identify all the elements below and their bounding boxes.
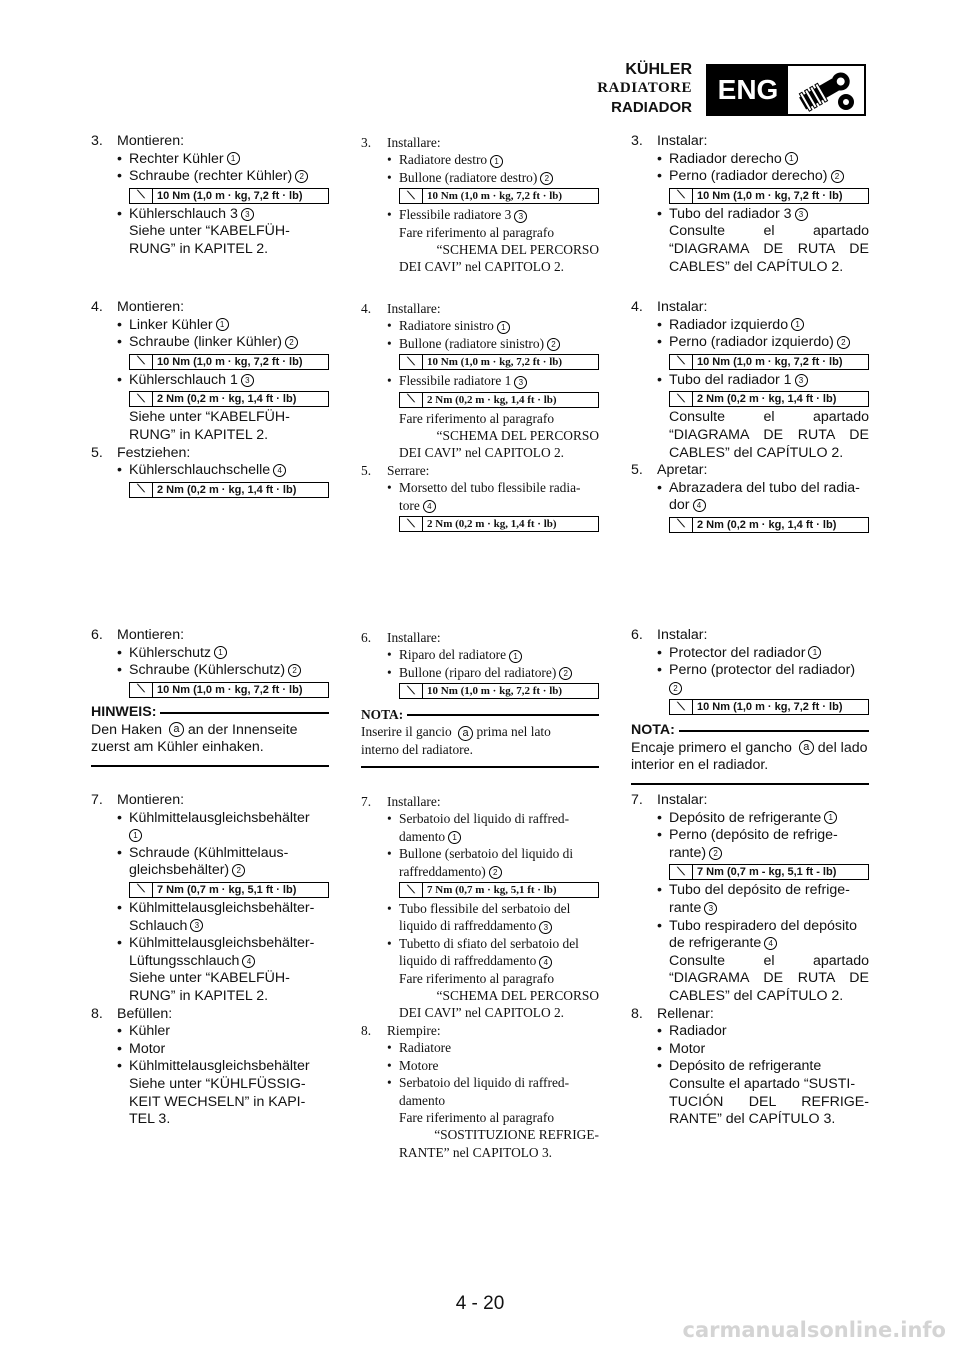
reference-text: Fare riferimento al paragrafo [399,224,555,240]
list-item-cont: damento [399,828,446,844]
list-item: Radiador izquierdo [669,316,789,333]
torque-spec [669,517,869,533]
step-heading: Montieren: [117,133,185,149]
torque-value: 10 Nm (1,0 m · kg, 7,2 ft · lb) [697,355,843,368]
reference-text: “DIAGRAMA DE RUTA DE [669,970,869,987]
list-item-cont: raffreddamento) [399,863,486,879]
callout-1-icon: 1 [497,321,510,334]
es-step-7: 7. Instalar: • Depósito de refrigerante 1 • Perno (depósito de refrige- rante) 2 ⟍ 7 Nm (0,7 m - kg, 5,1 ft - lb) • Tubo del depósito de refrige- rante 3 • Tubo respiradero del depósito de refrigerante 4 Consulte el apartado “DIAGRAMA DE RUTA DE CABLES” del CAPÍTULO 2. 8. Rellenar: • Radiador • Motor • Depósito de refrigerante Consulte el apartado “SUSTI- TUCIÓN DEL REFRIGE- RANTE” del CAPÍTULO 3. [631,792,869,1128]
callout-1-icon: 1 [129,829,142,842]
callout-1-icon: 1 [448,831,461,844]
reference-text: RUNG” in KAPITEL 2. [129,987,269,1004]
list-item: Kühlerschlauch 3 [129,205,238,222]
callout-3-icon: 3 [190,919,203,932]
torque-value: 10 Nm (1,0 m · kg, 7,2 ft · lb) [427,685,563,698]
callout-2-icon: 2 [232,864,245,877]
torque-value: 10 Nm (1,0 m · kg, 7,2 ft · lb) [427,356,563,369]
list-item: Flessibile radiatore 1 [399,373,512,389]
callout-1-icon: 1 [785,152,798,165]
list-item: Kühlmittelausgleichsbehälter [129,1058,310,1075]
note-text: Den Haken [91,721,162,738]
list-item: Radiatore destro [399,152,488,168]
list-item: Depósito de refrigerante [669,1058,822,1075]
step-heading: Installare: [387,301,441,316]
list-item: Kühlmittelausgleichsbehälter- [129,899,315,916]
step-heading: Montieren: [117,627,185,643]
list-item: Perno (radiador derecho) [669,168,828,185]
it-step-3: 3. Installare: • Radiatore destro 1 • Bullone (radiatore destro) 2 ⟍ 10 Nm (1,0 m · kg, 7,2 ft · lb) • Flessibile radiatore 3 3 Fare riferimento al paragrafo “SCHEMA DEL PERCORSO DEI CAVI” nel CAPITOLO 2. [361,135,599,275]
callout-2-icon: 2 [547,338,560,351]
step-heading: Instalar: [657,627,708,643]
list-item: Kühlmittelausgleichsbehälter [129,809,310,826]
note-label: NOTA: [631,722,675,738]
step-number: 8. [91,1005,103,1022]
step-number: 6. [361,630,372,645]
step-heading: Instalar: [657,133,708,149]
torque-value: 7 Nm (0,7 m - kg, 5,1 ft - lb) [697,866,837,879]
reference-text: DEI CAVI” nel CAPITOLO 2. [399,259,565,275]
chapter-badge [706,64,866,116]
es-step-4: 4. Instalar: • Radiador izquierdo 1 • Perno (radiador izquierdo) 2 ⟍ 10 Nm (1,0 m · kg, 7,2 ft · lb) • Tubo del radiador 1 3 ⟍ 2 Nm (0,2 m · kg, 1,4 ft · lb) Consulte el apartado “DIAGRAMA DE RUTA DE CABLES” del CAPÍTULO 2. 5. Apretar: • Abrazadera del tubo del radia- dor 4 ⟍ 2 Nm (0,2 m · kg, 1,4 ft · lb) [631,299,869,531]
list-item: Radiador [669,1023,727,1040]
callout-4-icon: 4 [764,937,777,950]
list-item-cont: tore [399,497,420,513]
torque-value: 10 Nm (1,0 m · kg, 7,2 ft · lb) [697,701,843,714]
reference-text: RANTE” del CAPÍTULO 3. [669,1111,836,1128]
callout-2-icon: 2 [285,336,298,349]
list-item-cont: Lüftungsschlauch [129,952,240,969]
section-title-de: KÜHLER [625,61,692,78]
reference-text: Consulte el apartado [669,952,869,969]
callout-3-icon: 3 [514,376,527,389]
it-note [361,706,599,768]
reference-text: CABLES” del CAPÍTULO 2. [669,444,844,461]
list-item: Kühlerschlauch 1 [129,371,238,388]
section-title-es: RADIADOR [611,99,692,116]
list-item: Serbatoio del liquido di raffred- [399,811,570,827]
de-step-7: 7. Montieren: • Kühlmittelausgleichsbehälter 1 • Schraude (Kühlmittelaus- gleichsbehälter) 2 ⟍ 7 Nm (0,7 m · kg, 5,1 ft · lb) • Kühlmittelausgleichsbehälter- Schlauch 3 • Kühlmittelausgleichsbehälter- Lüftungsschlauch 4 Siehe unter “KABELFÜH- RUNG” in KAPITEL 2. 8. Befüllen: • Kühler • Motor • Kühlmittelausgleichsbehälter Siehe unter “KÜHLFÜSSIG- KEIT WECHSELN” in KAPI- TEL 3. [91,792,329,1129]
callout-2-icon: 2 [288,664,301,677]
note-text: interno del radiatore. [361,741,473,757]
step-heading: Riempire: [387,1022,441,1038]
step-number: 4. [361,301,372,316]
torque-value: 10 Nm (1,0 m · kg, 7,2 ft · lb) [427,190,563,203]
es-step-6: 6. Instalar: • Protector del radiador 1 • Perno (protector del radiador) 2 ⟍ 10 Nm (1,0 m · kg, 7,2 ft · lb) [631,627,869,717]
list-item: Radiatore sinistro [399,318,494,334]
step-heading: Montieren: [117,792,185,808]
reference-text: TUCIÓN DEL REFRIGE- [669,1093,869,1110]
torque-wrench-icon: ⟍ [400,883,423,897]
step-number: 4. [631,299,643,315]
reference-text: KEIT WECHSELN” in KAPI- [129,1093,306,1110]
torque-spec [129,354,329,370]
torque-wrench-icon: ⟍ [670,865,693,879]
list-item: Radiatore [399,1040,452,1056]
list-item: Serbatoio del liquido di raffred- [399,1075,570,1091]
list-item-cont: gleichsbehälter) [129,862,230,879]
torque-value: 2 Nm (0,2 m · kg, 1,4 ft · lb) [427,393,557,406]
torque-wrench-icon: ⟍ [670,189,693,203]
section-title-it: RADIATORE [597,80,692,96]
torque-value: 10 Nm (1,0 m · kg, 7,2 ft · lb) [697,189,843,202]
list-item: Bullone (radiatore sinistro) [399,335,545,351]
list-item: Riparo del radiatore [399,647,507,663]
list-item: Perno (radiador izquierdo) [669,334,834,351]
reference-text: “SCHEMA DEL PERCORSO [436,428,599,444]
torque-wrench-icon: ⟍ [400,355,423,369]
callout-1-icon: 1 [490,155,503,168]
callout-4-icon: 4 [539,956,552,969]
step-number: 4. [91,299,103,315]
list-item-cont: de refrigerante [669,935,762,952]
list-item-cont: dor [669,497,690,514]
torque-spec [129,482,329,498]
reference-text: Siehe unter “KABELFÜH- [129,223,290,240]
list-item: Tubo del radiador 3 [669,205,792,222]
step-heading: Apretar: [657,462,708,479]
torque-spec [399,188,599,204]
list-item: Schraube (Kühlerschutz) [129,662,286,679]
list-item: Tubetto di sfiato del serbatoio del [399,935,579,951]
list-item: Motore [399,1057,439,1073]
step-number: 3. [631,133,643,149]
it-step-7: 7. Installare: • Serbatoio del liquido di raffred- damento 1 • Bullone (serbatoio del liquido di raffreddamento) 2 ⟍ 7 Nm (0,7 m · kg, 5,1 ft · lb) • Tubo flessibile del serbatoio del liquido di raffreddamento 3 • Tubetto di sfiato del serbatoio del liquido di raffreddamento 4 Fare riferimento al paragrafo “SCHEMA DEL PERCORSO DEI CAVI” nel CAPITOLO 2. 8. Riempire: • Radiatore • Motore • Serbatoio del liquido di raffred- damento Fare riferimento al paragrafo “SOSTITUZIONE REFRIGE- RANTE” nel CAPITOLO 3. [361,794,599,1160]
list-item: Bullone (riparo del radiatore) [399,664,557,680]
torque-spec [669,699,869,715]
list-item-cont: rante [669,899,702,916]
list-item: Tubo flessibile del serbatoio del [399,901,571,917]
torque-wrench-icon: ⟍ [670,392,693,406]
reference-text: “DIAGRAMA DE RUTA DE [669,426,869,443]
list-item: Flessibile radiatore 3 [399,207,512,223]
step-heading: Installare: [387,630,441,645]
step-heading: Instalar: [657,299,708,315]
reference-text: CABLES” del CAPÍTULO 2. [669,258,844,275]
torque-wrench-icon: ⟍ [400,393,423,407]
torque-spec [669,391,869,407]
torque-spec [399,683,599,699]
note-text: interior en el radiador. [631,757,769,774]
torque-spec [129,882,329,898]
list-item-cont: Schlauch [129,917,188,934]
reference-text: Consulte el apartado [669,223,869,240]
step-number: 5. [631,462,643,479]
list-item: Depósito de refrigerante [669,809,822,826]
callout-3-icon: 3 [795,374,808,387]
es-step-3: 3. Instalar: • Radiador derecho 1 • Perno (radiador derecho) 2 ⟍ 10 Nm (1,0 m · kg, 7,2 ft · lb) • Tubo del radiador 3 3 Consulte el apartado “DIAGRAMA DE RUTA DE CABLES” del CAPÍTULO 2. [631,133,869,275]
step-number: 7. [631,792,643,808]
torque-wrench-icon: ⟍ [130,355,153,369]
step-number: 3. [91,133,103,149]
torque-value: 2 Nm (0,2 m · kg, 1,4 ft · lb) [157,483,297,496]
list-item: Schraube (rechter Kühler) [129,168,293,185]
reference-text: TEL 3. [129,1111,171,1128]
callout-3-icon: 3 [704,902,717,915]
list-item: Morsetto del tubo flessibile radia- [399,480,581,496]
reference-text: “DIAGRAMA DE RUTA DE [669,240,869,257]
torque-value: 10 Nm (1,0 m · kg, 7,2 ft · lb) [157,683,303,696]
step-heading: Installare: [387,135,441,150]
list-item-cont: damento [399,1092,446,1108]
list-item-cont: liquido di raffreddamento [399,953,537,969]
list-item: Perno (depósito de refrige- [669,827,838,844]
callout-3-icon: 3 [241,208,254,221]
note-text: Inserire il gancio [361,724,452,740]
step-heading: Serrare: [387,462,430,478]
step-number: 3. [361,135,372,150]
torque-value: 7 Nm (0,7 m · kg, 5,1 ft · lb) [157,883,297,896]
note-label: HINWEIS: [91,704,157,720]
torque-value: 10 Nm (1,0 m · kg, 7,2 ft · lb) [157,189,303,202]
step-number: 6. [631,627,643,643]
callout-4-icon: 4 [423,500,436,513]
list-item: Bullone (radiatore destro) [399,169,538,185]
torque-spec [399,882,599,898]
reference-text: DEI CAVI” nel CAPITOLO 2. [399,445,565,461]
callout-2-icon: 2 [669,682,682,695]
note-label: NOTA: [361,707,404,722]
torque-wrench-icon: ⟍ [670,518,693,532]
callout-2-icon: 2 [837,336,850,349]
torque-wrench-icon: ⟍ [400,684,423,698]
reference-text: RUNG” in KAPITEL 2. [129,426,269,443]
it-step-6: 6. Installare: • Riparo del radiatore 1 • Bullone (riparo del radiatore) 2 ⟍ 10 Nm (1,0 m · kg, 7,2 ft · lb) [361,629,599,701]
step-number: 8. [361,1022,372,1038]
reference-text: Consulte el apartado [669,409,869,426]
reference-text: Siehe unter “KÜHLFÜSSIG- [129,1075,306,1092]
torque-spec [669,188,869,204]
torque-value: 2 Nm (0,2 m · kg, 1,4 ft · lb) [427,518,557,531]
torque-wrench-icon: ⟍ [670,700,693,714]
watermark: carmanualsonline.info [682,1318,946,1342]
callout-2-icon: 2 [295,170,308,183]
callout-a-icon: a [169,722,184,737]
step-heading: Festziehen: [117,444,191,461]
es-note [631,722,869,785]
note-text: an der Innenseite [187,721,298,738]
reference-text: Consulte el apartado “SUSTI- [669,1075,856,1092]
list-item: Kühler [129,1023,171,1040]
torque-value: 2 Nm (0,2 m · kg, 1,4 ft · lb) [157,393,297,406]
callout-4-icon: 4 [693,499,706,512]
torque-value: 2 Nm (0,2 m · kg, 1,4 ft · lb) [697,393,837,406]
callout-3-icon: 3 [539,921,552,934]
reference-text: Fare riferimento al paragrafo [399,410,555,426]
reference-text: “SCHEMA DEL PERCORSO [436,242,599,258]
callout-2-icon: 2 [540,172,553,185]
torque-wrench-icon: ⟍ [130,683,153,697]
torque-spec [129,188,329,204]
de-step-3: 3. Montieren: • Rechter Kühler 1 • Schraube (rechter Kühler) 2 ⟍ 10 Nm (1,0 m · kg, 7,2 ft · lb) • Kühlerschlauch 3 3 Siehe unter “KABELFÜH- RUNG” in KAPITEL 2. [91,133,329,259]
page-header-titles [597,60,692,117]
torque-value: 7 Nm (0,7 m · kg, 5,1 ft · lb) [427,884,557,897]
step-number: 7. [91,792,103,808]
torque-spec [399,516,599,532]
note-text: prima nel lato [476,724,551,740]
reference-text: DEI CAVI” nel CAPITOLO 2. [399,1005,565,1021]
reference-text: Siehe unter “KABELFÜH- [129,409,290,426]
reference-text: Fare riferimento al paragrafo [399,970,555,986]
reference-text: RUNG” in KAPITEL 2. [129,240,269,257]
callout-3-icon: 3 [795,208,808,221]
list-item: Kühlmittelausgleichsbehälter- [129,935,315,952]
callout-1-icon: 1 [824,811,837,824]
torque-spec [129,682,329,698]
step-heading: Montieren: [117,299,185,315]
engine-wrench-icon [788,66,864,114]
step-heading: Installare: [387,794,441,809]
list-item: Protector del radiador [669,644,806,661]
de-step-4: 4. Montieren: • Linker Kühler 1 • Schraube (linker Kühler) 2 ⟍ 10 Nm (1,0 m · kg, 7,2 ft · lb) • Kühlerschlauch 1 3 ⟍ 2 Nm (0,2 m · kg, 1,4 ft · lb) Siehe unter “KABELFÜH- RUNG” in KAPITEL 2. 5. Festziehen: • Kühlerschlauchschelle 4 ⟍ 2 Nm (0,2 m · kg, 1,4 ft · lb) [91,299,329,500]
callout-2-icon: 2 [709,847,722,860]
callout-2-icon: 2 [489,866,502,879]
reference-text: “SOSTITUZIONE REFRIGE- [434,1127,599,1143]
torque-wrench-icon: ⟍ [400,189,423,203]
list-item: Motor [669,1040,706,1057]
de-step-6: 6. Montieren: • Kühlerschutz 1 • Schraube (Kühlerschutz) 2 ⟍ 10 Nm (1,0 m · kg, 7,2 ft · lb) [91,627,329,700]
callout-1-icon: 1 [227,152,240,165]
list-item: Linker Kühler [129,316,213,333]
note-text: Encaje primero el gancho [631,739,792,756]
torque-wrench-icon: ⟍ [130,483,153,497]
torque-value: 10 Nm (1,0 m · kg, 7,2 ft · lb) [157,355,303,368]
torque-value: 2 Nm (0,2 m · kg, 1,4 ft · lb) [697,518,837,531]
step-number: 8. [631,1005,643,1022]
step-heading: Befüllen: [117,1005,173,1022]
list-item: Bullone (serbatoio del liquido di [399,846,574,862]
torque-spec [669,354,869,370]
reference-text: RANTE” nel CAPITOLO 3. [399,1144,552,1160]
torque-wrench-icon: ⟍ [400,517,423,531]
callout-2-icon: 2 [831,170,844,183]
callout-a-icon: a [458,726,473,741]
callout-1-icon: 1 [791,318,804,331]
callout-3-icon: 3 [241,374,254,387]
torque-spec [669,864,869,880]
list-item: Kühlerschutz [129,644,212,661]
callout-1-icon: 1 [214,646,227,659]
list-item: Tubo respiradero del depósito [669,917,857,934]
list-item: Perno (protector del radiador) [669,662,856,679]
callout-1-icon: 1 [808,646,821,659]
list-item: Tubo del radiador 1 [669,371,792,388]
step-number: 7. [361,794,372,809]
list-item: Rechter Kühler [129,150,224,167]
callout-4-icon: 4 [273,464,286,477]
it-step-4: 4. Installare: • Radiatore sinistro 1 • Bullone (radiatore sinistro) 2 ⟍ 10 Nm (1,0 m · kg, 7,2 ft · lb) • Flessibile radiatore 1 3 ⟍ 2 Nm (0,2 m · kg, 1,4 ft · lb) Fare riferimento al paragrafo “SCHEMA DEL PERCORSO DEI CAVI” nel CAPITOLO 2. 5. Serrare: • Morsetto del tubo flessibile radia- tore 4 ⟍ 2 Nm (0,2 m · kg, 1,4 ft · lb) [361,301,599,531]
callout-3-icon: 3 [514,210,527,223]
note-text: del lado [817,739,868,756]
torque-wrench-icon: ⟍ [130,189,153,203]
callout-2-icon: 2 [559,667,572,680]
torque-wrench-icon: ⟍ [130,883,153,897]
de-note [91,704,329,767]
note-text: zuerst am Kühler einhaken. [91,739,264,756]
step-number: 6. [91,627,103,643]
reference-text: Fare riferimento al paragrafo [399,1109,555,1125]
list-item-cont: liquido di raffreddamento [399,918,537,934]
callout-4-icon: 4 [242,955,255,968]
list-item: Motor [129,1040,166,1057]
torque-spec [399,354,599,370]
step-number: 5. [361,462,372,478]
step-number: 5. [91,444,103,461]
list-item: Schraude (Kühlmittelaus- [129,844,289,861]
callout-a-icon: a [799,740,814,755]
torque-spec [129,391,329,407]
step-heading: Rellenar: [657,1005,714,1022]
list-item: Kühlerschlauchschelle [129,462,271,479]
torque-spec [399,392,599,408]
list-item: Tubo del depósito de refrige- [669,882,850,899]
reference-text: Siehe unter “KABELFÜH- [129,970,290,987]
list-item: Abrazadera del tubo del radia- [669,479,860,496]
torque-wrench-icon: ⟍ [670,355,693,369]
reference-text: “SCHEMA DEL PERCORSO [436,988,599,1004]
reference-text: CABLES” del CAPÍTULO 2. [669,987,844,1004]
list-item: Radiador derecho [669,150,782,167]
callout-1-icon: 1 [509,650,522,663]
list-item-cont: rante) [669,844,707,861]
step-heading: Instalar: [657,792,708,808]
torque-wrench-icon: ⟍ [130,392,153,406]
page-number: 4 - 20 [455,1293,505,1314]
list-item: Schraube (linker Kühler) [129,334,282,351]
eng-label: ENG [708,66,788,114]
callout-1-icon: 1 [216,318,229,331]
